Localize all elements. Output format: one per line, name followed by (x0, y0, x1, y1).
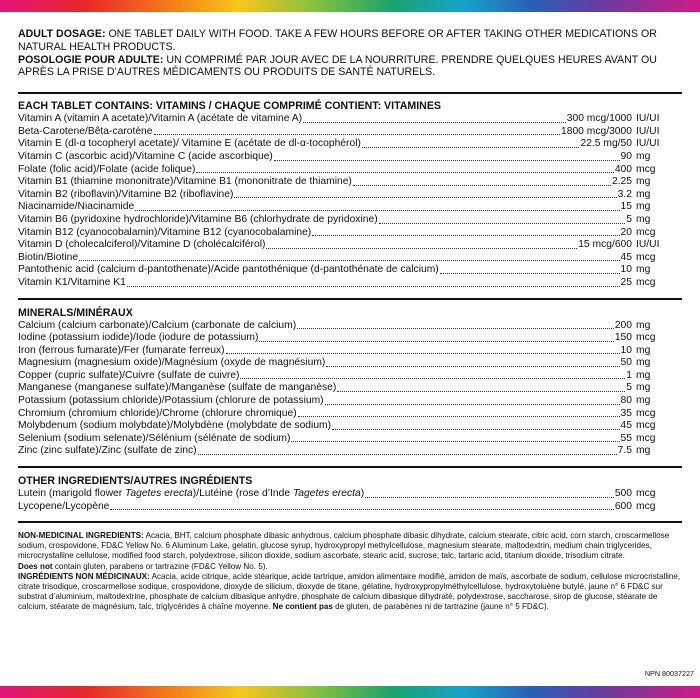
ingredient-amount: 5 (626, 382, 632, 394)
ingredient-name: Vitamin B12 (cyanocobalamin)/Vitamine B12 (cyanocobalamine) (18, 226, 312, 238)
ingredient-name: Vitamin C (ascorbic acid)/Vitamine C (acide ascorbique) (18, 150, 273, 162)
vitamins-list (18, 113, 682, 289)
leader-dots (226, 353, 620, 354)
ingredient-name: Calcium (calcium carbonate)/Calcium (carbonate de calcium) (18, 319, 297, 331)
ingredient-amount: 600 (614, 500, 632, 512)
ingredient-unit: mcg (636, 500, 656, 512)
ingredient-row (18, 445, 682, 458)
ingredient-name: Vitamin A (vitamin A acetate)/Vitamin A (acétate de vitamine A) (18, 113, 303, 125)
ingredient-name: Niacinamide/Niacinamide (18, 201, 135, 213)
ingredient-unit: mg (636, 150, 651, 162)
ingredient-unit: mcg (636, 226, 656, 238)
ingredient-row (18, 370, 682, 383)
dosage-en: ADULT DOSAGE: ONE TABLET DAILY WITH FOOD. TAKE A FEW HOURS BEFORE OR AFTER TAKING OTHER MEDICATIONS OR NATURAL HEALTH PRODUCTS. (18, 28, 657, 53)
ingredient-amount: 400 (614, 163, 632, 175)
ingredient-row (18, 345, 682, 358)
ingredient-row (18, 420, 682, 433)
rainbow-bar-bottom (0, 686, 700, 698)
ingredient-amount: 2.25 (611, 176, 632, 188)
ingredient-amount: 15 (620, 201, 632, 213)
ingredient-amount: 50 (620, 357, 632, 369)
ingredient-unit: mg (636, 382, 651, 394)
ingredient-unit: mg (636, 344, 651, 356)
npn-number: NPN 80037227 (644, 669, 694, 678)
ingredient-row (18, 252, 682, 265)
ingredient-row (18, 395, 682, 408)
ingredient-name: Vitamin B6 (pyridoxine hydrochloride)/Vitamine B6 (chlorhydrate de pyridoxine) (18, 213, 378, 225)
ingredient-row (18, 164, 682, 177)
ingredient-unit: mg (636, 369, 651, 381)
ingredient-unit: mg (636, 176, 651, 188)
ingredient-name: Folate (folic acid)/Folate (acide folique) (18, 163, 196, 175)
ingredient-row (18, 264, 682, 277)
ingredient-name: Selenium (sodium selenate)/Sélénium (sélénate de sodium) (18, 432, 291, 444)
ingredient-unit: mg (636, 201, 651, 213)
ingredient-amount: 1800 mcg/3000 (561, 125, 632, 137)
does-not-contain: Does not contain gluten, parabens or tartrazine (FD&C Yellow No. 5). (18, 561, 268, 571)
ingredient-amount: 90 (620, 150, 632, 162)
ingredient-amount: 15 mcg/600 (578, 239, 632, 251)
ingredient-unit: mcg (636, 276, 656, 288)
ingredient-name: Manganese (manganese sulfate)/Manganèse (sulfate de manganèse) (18, 382, 337, 394)
ingredient-unit: mcg (636, 488, 656, 500)
leader-dots (79, 260, 619, 261)
leader-dots (234, 197, 616, 198)
ingredient-row (18, 227, 682, 240)
ingredient-row (18, 408, 682, 421)
ingredient-amount: 3.2 (617, 188, 632, 200)
ingredient-amount: 80 (620, 395, 632, 407)
leader-dots (325, 404, 620, 405)
ingredient-name: Potassium (potassium chloride)/Potassium (chlorure de potassium) (18, 395, 324, 407)
ingredient-unit: mg (636, 319, 651, 331)
ingredient-row (18, 201, 682, 214)
ingredient-row (18, 277, 682, 290)
ingredient-name: Vitamin B1 (thiamine mononitrate)/Vitamine B1 (mononitrate de thiamine) (18, 176, 352, 188)
leader-dots (303, 122, 566, 123)
minerals-list (18, 320, 682, 459)
ingredient-unit: mcg (636, 407, 656, 419)
leader-dots (379, 223, 626, 224)
ingredient-amount: 55 (620, 432, 632, 444)
ingredient-row (18, 382, 682, 395)
divider (18, 92, 682, 94)
ingredient-unit: mg (636, 264, 651, 276)
leader-dots (135, 210, 619, 211)
leader-dots (332, 429, 619, 430)
ingredient-name: Lycopene/Lycopène (18, 500, 110, 512)
ingredient-amount: 7.5 (617, 445, 632, 457)
ingredient-row (18, 501, 682, 514)
ingredient-row (18, 488, 682, 501)
ingredient-row (18, 138, 682, 151)
ingredient-unit: IU/UI (636, 113, 660, 125)
ingredient-amount: 10 (620, 264, 632, 276)
ingredient-row (18, 239, 682, 252)
leader-dots (362, 147, 580, 148)
ingredient-unit: IU/UI (636, 138, 660, 150)
leader-dots (337, 391, 625, 392)
divider (18, 298, 682, 300)
minerals-heading: MINERALS/MINÉRAUX (18, 306, 133, 319)
ingredient-name: Iron (ferrous fumarate)/Fer (fumarate ferreux) (18, 344, 225, 356)
leader-dots (298, 416, 620, 417)
ingredient-amount: 300 mcg/1000 (566, 113, 632, 125)
ingredient-name: Magnesium (magnesium oxide)/Magnésium (oxyde de magnésium) (18, 357, 326, 369)
ingredient-name: Iodine (potassium iodide)/Iode (iodure de potassium) (18, 332, 259, 344)
leader-dots (440, 273, 620, 274)
ingredient-name: Vitamin B2 (riboflavin)/Vitamine B2 (riboflavine) (18, 188, 234, 200)
ingredient-amount: 200 (614, 319, 632, 331)
ingredient-name: Zinc (zinc sulfate)/Zinc (sulfate de zinc) (18, 445, 197, 457)
ingredient-row (18, 332, 682, 345)
leader-dots (312, 235, 619, 236)
leader-dots (154, 134, 560, 135)
leader-dots (297, 328, 614, 329)
leader-dots (266, 248, 577, 249)
ingredient-name: Vitamin E (dl-α tocopheryl acetate)/ Vitamine E (acétate de dl-α-tocophérol) (18, 138, 361, 150)
ingredient-name: Copper (cupric sulfate)/Cuivre (sulfate de cuivre) (18, 369, 240, 381)
ingredient-row (18, 214, 682, 227)
leader-dots (198, 454, 617, 455)
ingredient-name: Vitamin K1/Vitamine K1 (18, 276, 126, 288)
leader-dots (127, 286, 620, 287)
leader-dots (326, 366, 619, 367)
ingredient-row (18, 189, 682, 202)
divider (18, 521, 682, 523)
ingredient-unit: mcg (636, 163, 656, 175)
ingredient-amount: 5 (626, 213, 632, 225)
ingredient-row (18, 126, 682, 139)
ingredient-unit: mg (636, 395, 651, 407)
dosage-block (18, 28, 682, 79)
ingredient-name: Biotin/Biotine (18, 251, 79, 263)
rainbow-bar-top (0, 0, 700, 12)
ingredient-amount: 45 (620, 251, 632, 263)
other-section (18, 475, 682, 513)
ingredient-row (18, 113, 682, 126)
label-content (18, 28, 682, 612)
ingredient-unit: mcg (636, 420, 656, 432)
ingredient-name: Molybdenum (sodium molybdate)/Molybdène (molybdate de sodium) (18, 420, 332, 432)
leader-dots (240, 378, 625, 379)
ingredient-amount: 10 (620, 344, 632, 356)
leader-dots (291, 441, 619, 442)
vitamins-section (18, 100, 682, 289)
ingredient-unit: mcg (636, 432, 656, 444)
ingredient-unit: IU/UI (636, 239, 660, 251)
nmi-fr: INGRÉDIENTS NON MÉDICINAUX: Acacia, acide citrique, acide stéarique, acide tartrique, amidon alimentaire modifié, amidon de maïs, ascorbate de sodium, cellulose microcristalline, citrate trisodique, croscarmellose sodique, crospovidone, dioxyde de silicium, dioxyde de titane, gélatine, hydroxypropylméthylcellulose, hydroxytoluène butylé, jaune n° 6 FD&C sur substrat d’aluminium, maltodextrine, phosphate de calcium dibasique anhydre, phosphate de calcium dibasique dihydraté, polydextrose, saccharose, sirop de glucose, stéarate de calcium, stéarate de magnésium, talc, triglycérides à chaîne moyenne. Ne contient pas de gluten, de parabènes ni de tartrazine (jaune n° 5 FD&C). (18, 571, 681, 611)
non-medicinal-block (18, 531, 682, 612)
ingredient-row (18, 433, 682, 446)
leader-dots (365, 497, 614, 498)
ingredient-name: Lutein (marigold flower Tagetes erecta)/Lutéine (rose d’Inde Tagetes erecta) (18, 488, 365, 500)
ingredient-amount: 25 (620, 276, 632, 288)
minerals-section (18, 307, 682, 459)
ingredient-name: Pantothenic acid (calcium d-pantothenate)/Acide pantothénique (d-pantothénate de calcium) (18, 264, 439, 276)
ingredient-amount: 22.5 mg/50 (580, 138, 632, 150)
ingredient-amount: 1 (626, 369, 632, 381)
ingredient-name: Vitamin D (cholecalciferol)/Vitamine D (cholécalciférol) (18, 239, 266, 251)
nmi-en: NON-MEDICINAL INGREDIENTS: Acacia, BHT, calcium phosphate dibasic anhydrous, calcium phosphate dibasic dihydrate, calcium stearate, citric acid, corn starch, croscarmellose sodium, crospovidone, FD&C Yellow No. 6 Aluminum Lake, gelatin, glucose syrup, hydroxypropyl methylcellulose, magnesium stearate, maltodextrin, medium chain triglycerides, microcrystalline cellulose, modified food starch, polydextrose, silicon dioxide, sodium ascorbate, stearic acid, sucrose, talc, tartaric acid, titanium dioxide, trisodium citrate. (18, 531, 670, 561)
leader-dots (110, 509, 613, 510)
ingredient-unit: mg (636, 445, 651, 457)
ingredient-row (18, 151, 682, 164)
ingredient-unit: mcg (636, 332, 656, 344)
ingredient-amount: 35 (620, 407, 632, 419)
leader-dots (274, 160, 620, 161)
ingredient-amount: 500 (614, 488, 632, 500)
leader-dots (353, 185, 611, 186)
other-heading: OTHER INGREDIENTS/AUTRES INGRÉDIENTS (18, 475, 253, 488)
ingredient-row (18, 176, 682, 189)
ingredient-row (18, 320, 682, 333)
ingredient-unit: mg (636, 188, 651, 200)
ingredient-amount: 150 (614, 332, 632, 344)
ingredient-unit: mcg (636, 251, 656, 263)
leader-dots (196, 172, 613, 173)
ingredient-unit: mg (636, 213, 651, 225)
ingredient-unit: mg (636, 357, 651, 369)
ingredient-amount: 45 (620, 420, 632, 432)
ingredient-name: Beta-Carotene/Bêta-carotène (18, 125, 153, 137)
ingredient-name: Chromium (chromium chloride)/Chrome (chlorure chromique) (18, 407, 297, 419)
leader-dots (259, 341, 613, 342)
vitamins-heading: EACH TABLET CONTAINS: VITAMINS / CHAQUE COMPRIMÉ CONTIENT: VITAMINES (18, 100, 441, 113)
ingredient-amount: 20 (620, 226, 632, 238)
dosage-fr: POSOLOGIE POUR ADULTE: UN COMPRIMÉ PAR JOUR AVEC DE LA NOURRITURE. PRENDRE QUELQUES HEURES AVANT OU APRÈS LA PRISE D’AUTRES MÉDICAMENTS OU PRODUITS DE SANTÉ NATURELS. (18, 53, 657, 79)
divider (18, 466, 682, 468)
ingredient-row (18, 357, 682, 370)
ingredient-unit: IU/UI (636, 125, 660, 137)
